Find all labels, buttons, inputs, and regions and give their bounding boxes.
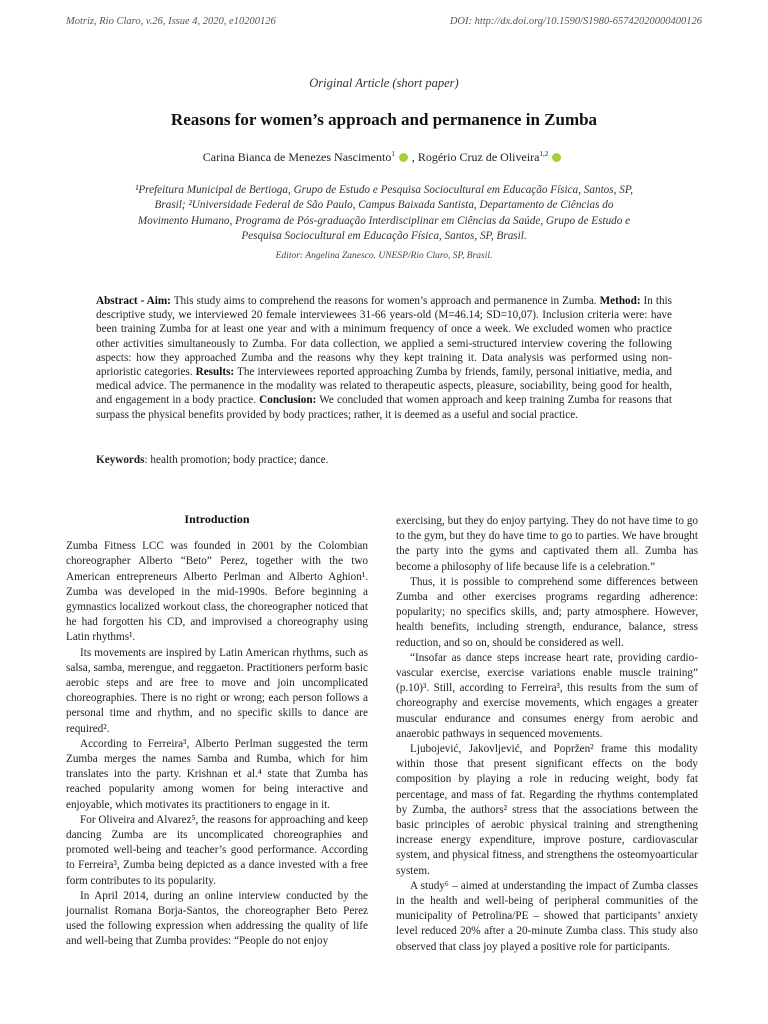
body-paragraph: “Insofar as dance steps increase heart rate, providing cardio-vascular exercise, exercise variations enable muscle training” (p.10)³. Still, according to Ferreira³, this results from the sum of choreography and exercise movements, which engages a greater muscular endurance and consumes energy from aerobic and anaerobic pathways in sequenced movements. [396,651,698,740]
orcid-icon[interactable] [552,153,561,162]
body-paragraph: A study⁶ – aimed at understanding the impact of Zumba classes in the health and well-being of peripheral communities of the municipality of Petrolina/PE – showed that participants’ anxiety level reduced 20% after a 20-minute Zumba class. This study also observed that class joy played a positive role for participants. [396,879,698,953]
body-paragraph: For Oliveira and Alvarez⁵, the reasons for approaching and keep dancing Zumba are its uncomplicated choreographies and promoted well-being and teacher’s good performance. According to Ferreira³, Zumba being depicted as a dance invested with a free form contributes to its popularity. [66,813,368,887]
abstract-method-label: Method: [599,295,641,307]
body-paragraph: Zumba Fitness LCC was founded in 2001 by the Colombian choreographer Alberto “Beto” Perez, together with the two American entrepreneurs Alberto Perlman and Alberto Aghion¹. Zumba was developed in the mid-1990s. Before beginning a gymnastics localized workout class, the choreographer noticed that he had forgotten his CD, and improvised a choreography using Latin rhythms¹. [66,540,368,644]
author-list: Carina Bianca de Menezes Nascimento$^1$ , Rogério Cruz de Oliveira$^{1,2}$ [0,150,768,165]
abstract-aim: This study aims to comprehend the reasons for women’s approach and permanence in Zumba. [173,295,597,307]
body-paragraph: In April 2014, during an online interview conducted by the journalist Romana Borja-Santos, the choreographer Beto Perez used the following expression when addressing the quality of life and well-being that Zumba provides: “People do not enjoy [66,889,368,948]
body-paragraph: Thus, it is possible to comprehend some differences between Zumba and other exercises programs regarding adherence: popularity; no specifics skills, and; party atmosphere. However, health benefits, including strength, endurance, balance, stress reduction, and so on, should be considered as well. [396,575,698,649]
article-type: Original Article (short paper) [309,76,459,90]
abstract-conclusion-label: Conclusion: [259,394,317,407]
keywords-label: Keywords [96,454,145,466]
running-header [66,16,702,27]
author-affil-mark: 1 [391,150,395,158]
section-heading-introduction: Introduction [184,512,250,526]
keywords-text: : health promotion; body practice; dance. [144,454,329,466]
body-paragraph: exercising, but they do enjoy partying. They do not have time to go to the gym, but they do have time to go to parties. We have brought the party into the gyms and captivated them all. Zumba has become a philosophy of life because life is a celebration.” [396,515,698,573]
body-paragraph: According to Ferreira³, Alberto Perlman suggested the term Zumba merges the names Samba and Rumba, which for him translates into the party. Krishnan et al.⁴ state that Zumba has reached popularity among women for being interactive and enjoyable, which motivates its practitioners to engage in it. [66,737,368,811]
author-name: Carina Bianca de Menezes Nascimento [202,150,392,164]
author-affil-mark: 1,2 [539,150,549,158]
journal-citation: Motriz, Rio Claro, v.26, Issue 4, 2020, e10200126 [66,16,276,27]
keywords [96,454,672,466]
article-title: Reasons for women’s approach and permanence in Zumba [170,110,598,129]
abstract-results: The interviewees reported approaching Zumba by friends, family, personal initiative, media, and medical advice. The permanence in the modality was related to therapeutic aspects, pleasure, sociability, being good for health, and engagement in a body practice. [96,366,672,407]
orcid-icon[interactable] [399,153,408,162]
abstract-conclusion: We concluded that women approach and keep training Zumba for reasons that surpass the physical benefits provided by body practices; rather, it is deemed as a useful and social practice. [96,394,672,421]
affiliations: ¹Prefeitura Municipal de Bertioga, Grupo de Estudo e Pesquisa Sociocultural em Educação Física, Santos, SP, Brasil; ²Universidade Federal de São Paulo, Campus Baixada Santista, Departamento de Ciências do Movimento Humano, Programa de Pós-graduação Interdisciplinar em Ciências da Saúde, Grupo de Estudo e Pesquisa Sociocultural em Educação Física, Santos, SP, Brasil. [134,184,634,243]
editor-note: Editor: Angelina Zanesco. UNESP/Rio Claro, SP, Brasil. [275,251,493,261]
body-column-right [396,514,698,955]
abstract-aim-label: Abstract - Aim: [96,295,171,307]
doi-link[interactable]: DOI: http://dx.doi.org/10.1590/S1980-65742020000400126 [449,16,702,27]
author-name: Rogério Cruz de Oliveira [417,150,540,164]
abstract [96,294,672,422]
body-paragraph: Ljubojević, Jakovljević, and Popržen² frame this modality within those that present significant effects on the body composition by playing a role in reducing weight, body fat percentage, and mass of fat. Regarding the rhythms contemplated by Zumba, the authors² stress that the associations between the basic principles of aerobic physical training and strengthening increase energy expenditure, improve posture, cardiovascular system, and physical fitness, and strengthens the osteomyoarticular system. [396,743,698,877]
abstract-method: In this descriptive study, we interviewed 20 female interviewees 31-66 years-old (M=46.14; SD=10,07). Inclusion criteria were: have been training Zumba for at least one year and with a minimum frequency of once a week. We excluded women who practice other activities simultaneously to Zumba. For data collection, we applied a semi-structured interview covering the following aspects: how they approached Zumba and the reasons why they kept training it. Data analysis was performed using non-aprioristic categories. [96,295,672,379]
body-column-left [66,512,368,950]
abstract-results-label: Results: [195,366,235,379]
body-paragraph: Its movements are inspired by Latin American rhythms, such as salsa, samba, merengue, and reggaeton. Practitioners perform basic aerobic steps and are free to move and join uncomplicated choreographies. There is no right or wrong; each person follows a personal time and rhythm, and no specific skills to dance are required². [66,646,368,735]
